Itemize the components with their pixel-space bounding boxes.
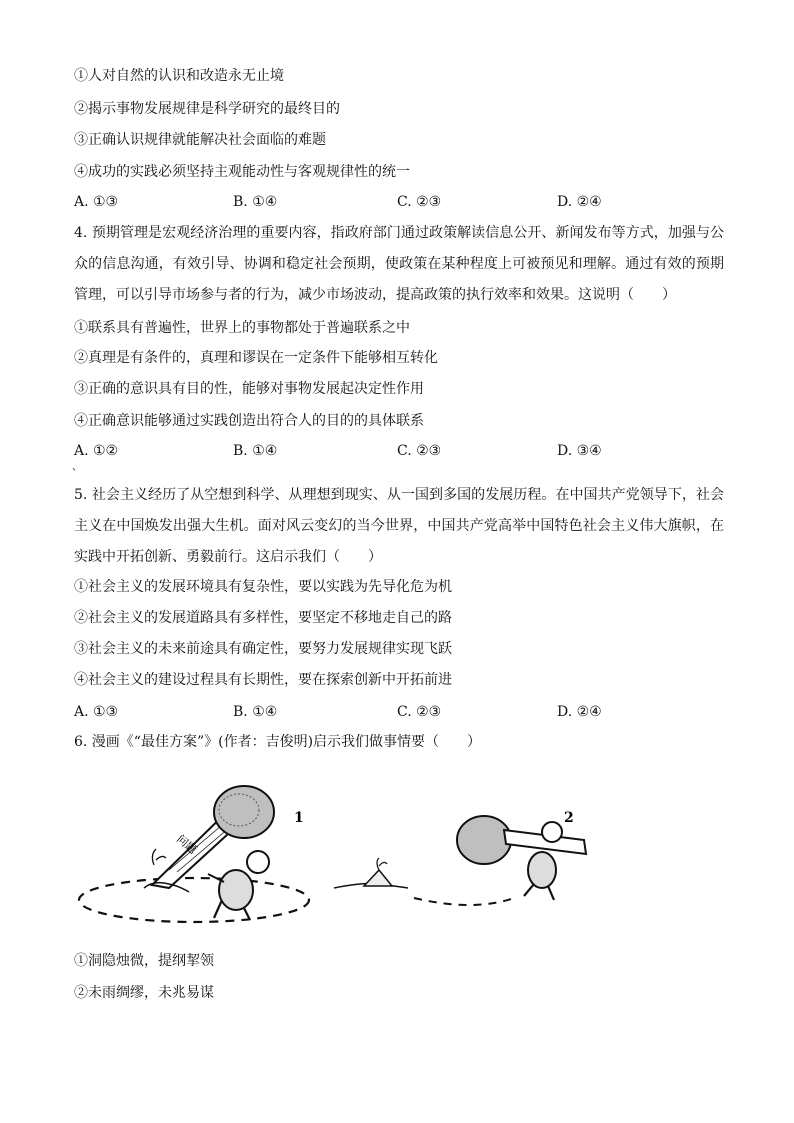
panel1-trunk-label: 问题 [174,832,200,857]
q5-statement-2: ②社会主义的发展道路具有多样性，要坚定不移地走自己的路 [74,610,452,626]
q5-statement-3: ③社会主义的未来前途具有确定性，要努力发展规律实现飞跃 [74,641,452,657]
q5-option-d[interactable]: D. ②④ [557,704,602,720]
q4-statement-4: ④正确意识能够通过实践创造出符合人的目的的具体联系 [74,413,424,429]
panel1-number: 1 [294,810,304,826]
panel2-stump [364,870,392,886]
panel2-dashed-path [414,898,514,905]
q5-option-b[interactable]: B. ①④ [233,704,278,720]
stray-mark: 、 [72,462,82,473]
panel1-man-body [219,870,253,910]
q6-statement-2: ②未雨绸缪，未兆易谋 [74,985,214,1001]
panel1-dashed-path [79,878,309,922]
q5-option-c[interactable]: C. ②③ [397,704,442,720]
cartoon-best-plan [74,770,594,930]
q4-option-a[interactable]: A. ①② [74,443,119,459]
q5-statement-1: ①社会主义的发展环境具有复杂性，要以实践为先导化危为机 [74,579,452,595]
q3-option-c[interactable]: C. ②③ [397,194,442,210]
q6-statement-1: ①洞隐烛微，提纲挈领 [74,953,214,969]
q3-option-b[interactable]: B. ①④ [233,194,278,210]
q4-statement-2: ②真理是有条件的，真理和谬误在一定条件下能够相互转化 [74,350,438,366]
q3-statement-2: ②揭示事物发展规律是科学研究的最终目的 [74,101,340,117]
panel2-canopy [457,816,511,864]
panel2-man-body [528,852,556,888]
q5-stem: 5. 社会主义经历了从空想到科学、从理想到现实、从一国到多国的发展历程。在中国共产党领导下，社会主义在中国焕发出强大生机。面对风云变幻的当今世界，中国共产党高举中国特色社会主义伟大旗帜，在实践中开拓创新、勇毅前行。这启示我们（ ） [74,487,724,565]
q4-option-b[interactable]: B. ①④ [233,443,278,459]
q3-statement-1: ①人对自然的认识和改造永无止境 [74,68,284,84]
q4-statement-1: ①联系具有普遍性，世界上的事物都处于普遍联系之中 [74,320,410,336]
q3-option-a[interactable]: A. ①③ [74,194,119,210]
panel2-man-head [542,822,562,842]
q3-statement-3: ③正确认识规律就能解决社会面临的难题 [74,132,326,148]
q5-statement-4: ④社会主义的建设过程具有长期性，要在探索创新中开拓前进 [74,672,452,688]
q6-stem: 6. 漫画《“最佳方案”》(作者：吉俊明)启示我们做事情要（ ） [74,734,482,750]
panel1-canopy [214,786,274,838]
q4-option-d[interactable]: D. ③④ [557,443,602,459]
q3-statement-4: ④成功的实践必须坚持主观能动性与客观规律性的统一 [74,164,410,180]
panel1-man-head [247,851,269,873]
q4-option-c[interactable]: C. ②③ [397,443,442,459]
cartoon-illustration [74,770,594,930]
q4-stem: 4. 预期管理是宏观经济治理的重要内容，指政府部门通过政策解读信息公开、新闻发布等方式，加强与公众的信息沟通，有效引导、协调和稳定社会预期，使政策在某种程度上可被预见和理解。通过有效的预期管理，可以引导市场参与者的行为，减少市场波动，提高政策的执行效率和效果。这说明（ ） [74,225,724,303]
panel2-number: 2 [564,810,574,826]
q5-option-a[interactable]: A. ①③ [74,704,119,720]
q4-statement-3: ③正确的意识具有目的性，能够对事物发展起决定性作用 [74,381,424,397]
q3-option-d[interactable]: D. ②④ [557,194,602,210]
